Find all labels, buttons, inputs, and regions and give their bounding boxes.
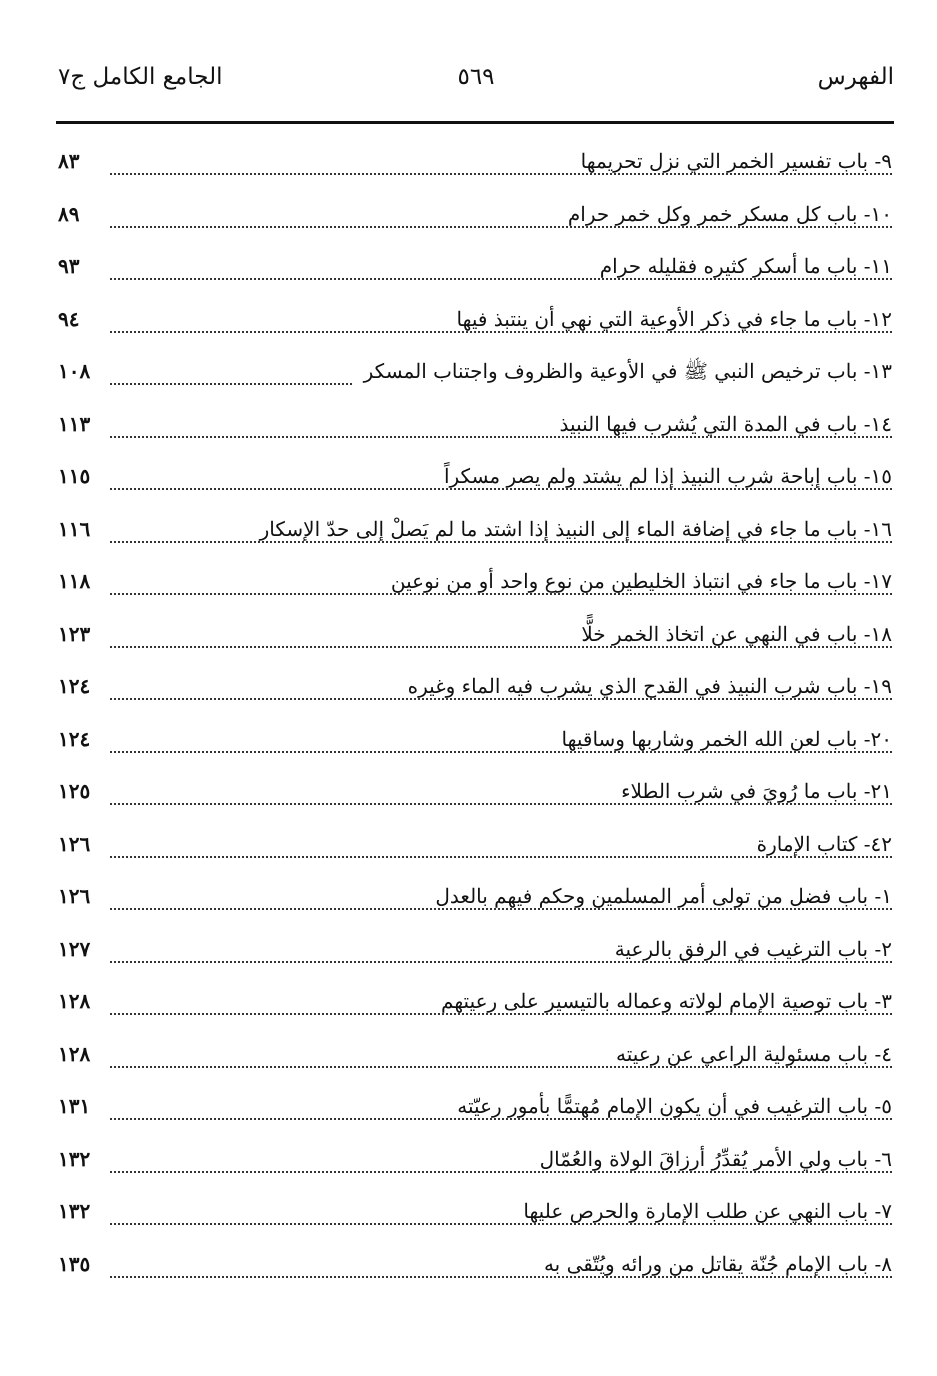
toc-entry-page: ١٢٨ bbox=[58, 1041, 91, 1066]
toc-entry-title: ١١- باب ما أسكر كثيره فقليله حرام bbox=[590, 254, 892, 278]
toc-entry-title: ١٤- باب في المدة التي يُشرب فيها النبيذ bbox=[550, 412, 892, 436]
header-rule bbox=[56, 121, 894, 124]
toc-entry-page: ١١٨ bbox=[58, 569, 91, 593]
page-header bbox=[58, 64, 894, 104]
dot-leader bbox=[110, 1013, 892, 1015]
dot-leader bbox=[110, 698, 892, 700]
toc-entry bbox=[58, 1088, 892, 1141]
toc-entry-page: ١٣٢ bbox=[58, 1146, 91, 1171]
toc-entry bbox=[58, 931, 892, 984]
toc-entry bbox=[58, 458, 892, 511]
toc-entry-title: ٩- باب تفسير الخمر التي نزل تحريمها bbox=[571, 149, 892, 173]
toc-entry-title: ١٨- باب في النهي عن اتخاذ الخمر خلًّا bbox=[571, 622, 892, 646]
dot-leader bbox=[110, 1118, 892, 1120]
toc-entry bbox=[58, 353, 892, 406]
toc-entry bbox=[58, 1141, 892, 1194]
toc-entry-title: ٢١- باب ما رُويَ في شرب الطلاء bbox=[611, 779, 892, 803]
toc-entry bbox=[58, 616, 892, 669]
toc-entry-page: ١٢٣ bbox=[58, 621, 91, 646]
toc-entry-page: ١٣١ bbox=[58, 1094, 91, 1118]
section-title: الفهرس bbox=[817, 64, 894, 90]
dot-leader bbox=[110, 1066, 892, 1068]
dot-leader bbox=[110, 331, 892, 333]
toc-entry-page: ١٢٨ bbox=[58, 989, 91, 1013]
toc-entry-page: ١٢٧ bbox=[58, 936, 91, 961]
page-number: ٥٦٩ bbox=[457, 64, 495, 90]
toc-entry-page: ٨٩ bbox=[58, 201, 80, 226]
toc-entry-title: ١٢- باب ما جاء في ذكر الأوعية التي نهي أن ينتبذ فيها bbox=[447, 307, 892, 331]
toc-entry bbox=[58, 563, 892, 616]
toc-entry-title: ١٦- باب ما جاء في إضافة الماء إلى النبيذ إذا اشتد ما لم يَصلْ إلى حدّ الإسكار bbox=[250, 517, 892, 541]
dot-leader bbox=[110, 961, 892, 963]
toc-entry bbox=[58, 826, 892, 879]
toc-entry-title: ١٧- باب ما جاء في انتباذ الخليطين من نوع واحد أو من نوعين bbox=[381, 569, 892, 593]
toc-entry-title: ١٩- باب شرب النبيذ في القدح الذي يشرب فيه الماء وغيره bbox=[398, 674, 892, 698]
dot-leader bbox=[110, 436, 892, 438]
toc-entry-page: ١٢٥ bbox=[58, 779, 91, 803]
toc-entry bbox=[58, 773, 892, 826]
toc-entry-title: ٨- باب الإمام جُنّة يقاتل من ورائه ويُتّقى به bbox=[534, 1252, 892, 1276]
toc-entry bbox=[58, 1036, 892, 1089]
toc-entry bbox=[58, 878, 892, 931]
toc-entry-title: ٥- باب الترغيب في أن يكون الإمام مُهتمًّا بأمور رعيّته bbox=[447, 1094, 892, 1118]
toc-entry bbox=[58, 196, 892, 249]
toc-entry bbox=[58, 1246, 892, 1299]
toc-entry-title: ٢٠- باب لعن الله الخمر وشاربها وساقيها bbox=[552, 727, 892, 751]
toc-entry-page: ١٢٤ bbox=[58, 726, 91, 751]
toc-entry-title: ١٠- باب كل مسكر خمر وكل خمر حرام bbox=[558, 202, 892, 226]
toc-entry-page: ١١٥ bbox=[58, 464, 91, 488]
toc-entry-title: ١- باب فضل من تولى أمر المسلمين وحكم فيهم بالعدل bbox=[425, 884, 892, 908]
toc-entry-title: ٢- باب الترغيب في الرفق بالرعية bbox=[605, 937, 892, 961]
toc-entry bbox=[58, 668, 892, 721]
toc-entry bbox=[58, 143, 892, 196]
dot-leader bbox=[110, 226, 892, 228]
toc-entry-page: ١١٦ bbox=[58, 516, 91, 541]
toc-entry-page: ١٣٥ bbox=[58, 1251, 91, 1276]
toc-entry bbox=[58, 406, 892, 459]
toc-entry-page: ١٠٨ bbox=[58, 359, 91, 383]
toc-entry-page: ١١٣ bbox=[58, 411, 91, 436]
toc-entry-title: ٦- باب ولي الأمر يُقدِّرُ أرزاقَ الولاة والعُمّال bbox=[530, 1147, 892, 1171]
toc-entry-page: ١٢٤ bbox=[58, 674, 91, 698]
toc-entry-title: ١٣- باب ترخيص النبي ﷺ في الأوعية والظروف واجتناب المسكر bbox=[354, 359, 892, 388]
toc-entry-page: ٨٣ bbox=[58, 149, 80, 173]
toc-entry bbox=[58, 248, 892, 301]
dot-leader bbox=[110, 278, 892, 280]
dot-leader bbox=[110, 1171, 892, 1173]
toc-entry-page: ١٢٦ bbox=[58, 884, 91, 908]
toc-entry-title: ٤- باب مسئولية الراعي عن رعيته bbox=[606, 1042, 892, 1066]
dot-leader bbox=[110, 803, 892, 805]
dot-leader bbox=[110, 908, 892, 910]
toc-entry-page: ٩٤ bbox=[58, 306, 80, 331]
toc-entry-page: ١٢٦ bbox=[58, 831, 91, 856]
toc-entry bbox=[58, 1193, 892, 1246]
toc-entry bbox=[58, 301, 892, 354]
toc-entry bbox=[58, 511, 892, 564]
dot-leader bbox=[110, 1223, 892, 1225]
book-title: الجامع الكامل ج٧ bbox=[58, 64, 223, 90]
toc-entry bbox=[58, 721, 892, 774]
toc-entry-page: ٩٣ bbox=[58, 254, 80, 278]
dot-leader bbox=[110, 646, 892, 648]
toc-entry bbox=[58, 983, 892, 1036]
toc-entry-title: ٤٢- كتاب الإمارة bbox=[747, 832, 892, 856]
toc-entry-title: ١٥- باب إباحة شرب النبيذ إذا لم يشتد ولم يصر مسكراً bbox=[434, 464, 892, 488]
dot-leader bbox=[110, 751, 892, 753]
table-of-contents bbox=[58, 143, 892, 1298]
dot-leader bbox=[110, 593, 892, 595]
dot-leader bbox=[110, 488, 892, 490]
toc-entry-page: ١٣٢ bbox=[58, 1199, 91, 1223]
toc-entry-title: ٧- باب النهي عن طلب الإمارة والحرص عليها bbox=[513, 1199, 892, 1223]
dot-leader bbox=[110, 173, 892, 175]
toc-entry-title: ٣- باب توصية الإمام لولاته وعماله بالتيسير على رعيتهم bbox=[431, 989, 892, 1013]
